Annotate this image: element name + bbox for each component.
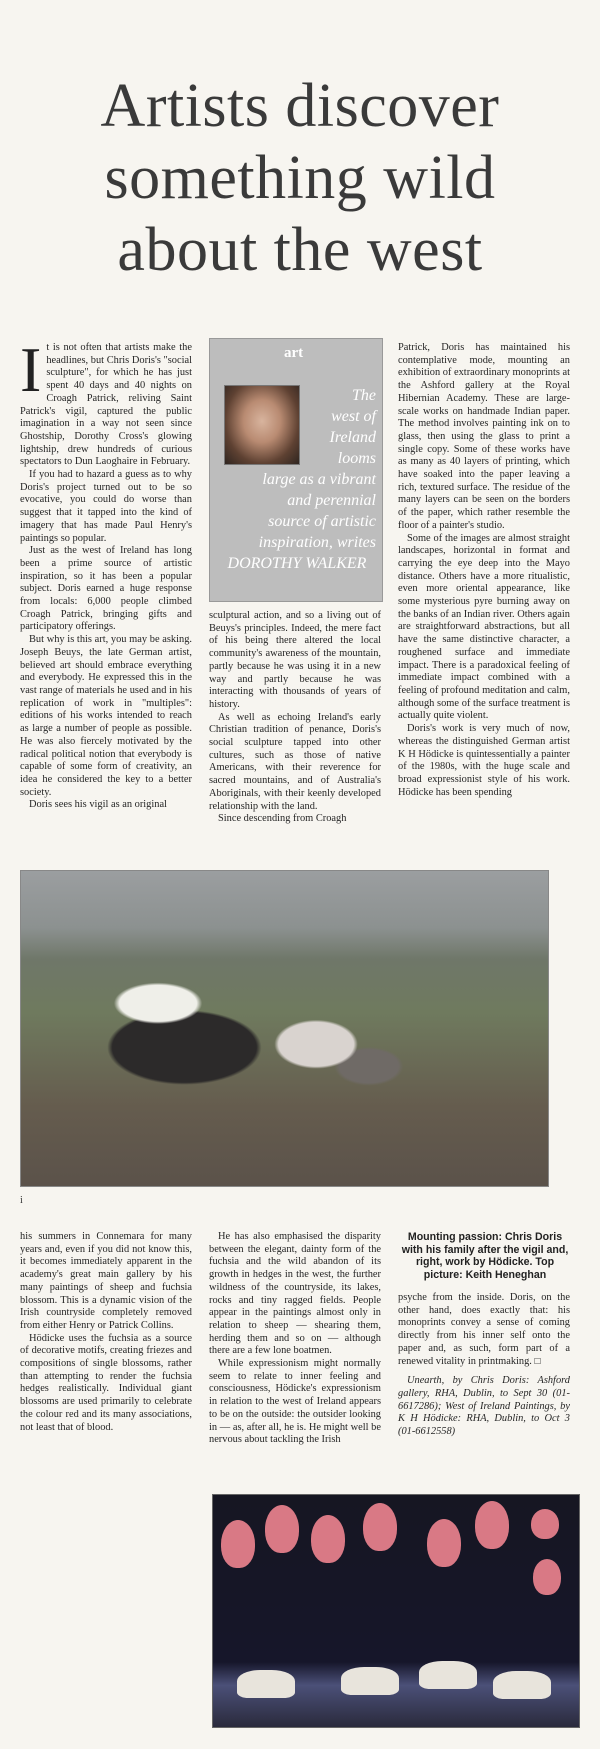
fuchsia-blossom: [221, 1520, 255, 1568]
fuchsia-blossom: [427, 1519, 461, 1567]
article-paragraph: Just as the west of Ireland has long been a prime source of artistic inspiration, so it has been a popular subject. Doris earned a huge response from locals: 6,000 people climbed Croagh Patrick, bringing gifts and participatory offerings.: [20, 545, 192, 633]
article-column-3: [398, 342, 570, 857]
article-paragraph: If you had to hazard a guess as to why Doris's project turned out to be so evocative, you could do worse than suggest that it tapped into the kind of imagery that has made Paul Henry's paintings so popular.: [20, 469, 192, 544]
article-paragraph: As well as echoing Ireland's early Christian tradition of penance, Doris's social sculpture tapped into other cultures, such as those of native Americans, with their reverence for sacred mountains, and of Australia's Aboriginals, with their keenly developed relationship with the land.: [209, 711, 381, 812]
headline-line-1: Artists discover: [100, 72, 500, 140]
article-paragraph: Doris's work is very much of now, whereas the distinguished German artist K H Hödicke is quintessentially a painter of the 1980s, with the huge scale and broad expressionist style of his work. Hödicke has been spending: [398, 723, 570, 798]
article-column-6: [398, 1292, 570, 1492]
headline-line-2: something wild: [104, 144, 496, 212]
fuchsia-blossom: [311, 1515, 345, 1563]
byline: DOROTHY WALKER: [227, 555, 367, 572]
fuchsia-blossom: [475, 1501, 509, 1549]
headline-line-3: about the west: [117, 216, 483, 284]
sheep-skull: [493, 1671, 551, 1699]
article-paragraph: But why is this art, you may be asking. Joseph Beuys, the late German artist, believed art should embrace everything and everybody. He expressed this in the vast range of materials he used and in his replication of work in "multiples": editions of his works intended to reach as large a number of people as possible. He was also fiercely motivated by the radical political notion that everybody is capable of some form of creativity, an idea he considered the key to a better society.: [20, 634, 192, 798]
standfirst-line: inspiration, writes: [258, 534, 376, 551]
article-column-5: [209, 1231, 381, 1471]
article-paragraph: his summers in Connemara for many years and, even if you did not know this, it becomes immediately apparent in the academy's great main gallery by his many paintings of sheep and fuchsia blossom. This is a dynamic vision of the Irish countryside completely removed from either Henry or Patrick Collins.: [20, 1231, 192, 1331]
photo-caption: Mounting passion: Chris Doris with his family after the vigil and, right, work by Hödicke. Top picture: Keith Heneghan: [401, 1231, 569, 1282]
standfirst-line: Ireland: [329, 429, 376, 446]
standfirst-line: source of artistic: [268, 513, 376, 530]
article-paragraph: Some of the images are almost straight landscapes, horizontal in format and carrying the eye deep into the Mayo distance. Others have a more ritualistic, even more oriental appearance, like some mysterious pyre burning away on the banks of an Indian river. Others again are straightforward abstractions, but all have the same distinctive character, a roughened surface and immediate impact. There is a paradoxical feeling of immediate impact combined with a feeling of profound meditation and calm, although some of the surface treatment is actually quite violent.: [398, 532, 570, 722]
standfirst-line: large as a vibrant: [262, 471, 376, 488]
fuchsia-blossom: [363, 1503, 397, 1551]
article-paragraph: Doris sees his vigil as an original: [29, 799, 167, 811]
article-column-2: [209, 610, 381, 858]
standfirst-line: west of: [331, 408, 376, 425]
article-paragraph-text: t is not often that artists make the headlines, but Chris Doris's "social sculpture", for which he has just spent 40 days and 40 nights on Croagh Patrick, reliving Saint Patrick's vigil, captured the public imagination in a way not seen since Ghostship, Dorothy Cross's glowing lightship, drew hundreds of curious spectators to Dun Laoghaire in February.: [20, 342, 192, 468]
family-photo: [20, 870, 549, 1187]
hodicke-painting: [212, 1494, 580, 1728]
article-paragraph: sculptural action, and so a living out of Beuys's principles. Indeed, the mere fact of his being there altered the local community's awareness of the mountain, partly because he was using it in a new way and partly because he was interacting with thousands of years of history.: [209, 610, 381, 710]
standfirst-line: looms: [337, 450, 376, 467]
article-paragraph: [398, 1292, 570, 1368]
section-tag: art: [284, 345, 304, 361]
article-paragraph: [20, 334, 192, 469]
standfirst-line: and perennial: [287, 492, 376, 509]
article-paragraph: Since descending from Croagh: [218, 813, 347, 825]
headline: [20, 70, 580, 286]
article-paragraph: Hödicke uses the fuchsia as a source of decorative motifs, creating friezes and compositions of single blossoms, rather than attempting to render the fuchsia hedges realistically. Individual giant blossoms are used primarily to celebrate the colour red and its many associations, not least that of blood.: [20, 1332, 192, 1433]
sheep-skull: [419, 1661, 477, 1689]
article-paragraph: While expressionism might normally seem to relate to inner feeling and consciousness, Hödicke's expressionism in relation to the west of Ireland appears to be on the outside: the outsider looking in — as, after all, he is. He might well be nervous about tackling the Irish: [209, 1358, 381, 1446]
article-paragraph-text: psyche from the inside. Doris, on the other hand, does exactly that: his monoprints convey a sense of coming directly from his inner self onto the paper and, as such, form part of a renewed vitality in printmaking.: [398, 1292, 570, 1367]
standfirst-panel: [209, 338, 383, 602]
drop-cap: I: [20, 334, 42, 405]
fuchsia-blossom: [531, 1509, 559, 1539]
standfirst-line: The: [352, 387, 376, 404]
margin-mark: i: [20, 1195, 23, 1206]
fuchsia-blossom: [265, 1505, 299, 1553]
article-paragraph: He has also emphasised the disparity between the elegant, dainty form of the fuchsia and the wild abandon of its growth in hedges in the west, the further wildness of the countryside, its lakes, rocks and tiny ragged fields. People appear in the paintings almost only in relation to sheep — shearing them, herding them and so on — although there are a few lone boatmen.: [209, 1231, 381, 1357]
article-paragraph: Patrick, Doris has maintained his contemplative mode, mounting an exhibition of extraordinary monoprints at the Ashford gallery at the Royal Hibernian Academy. These are large-scale works on handmade Indian paper. The method involves painting ink on to glass, then using the glass to print a single copy. Some of these works have as many as 40 layers of printing, which have soaked into the paper leaving a rich, textured surface. The residue of the many layers can be seen on the borders of the paper, which rather resemble the floor of a painter's studio.: [398, 342, 570, 531]
end-mark: □: [534, 1355, 541, 1367]
article-column-1: [20, 334, 192, 857]
sheep-skull: [237, 1670, 295, 1698]
standfirst: [218, 385, 376, 574]
exhibition-credits: Unearth, by Chris Doris: Ashford gallery, RHA, Dublin, to Sept 30 (01-6617286); West of Ireland Paintings, by K H Hödicke: RHA, Dublin, to Oct 3 (01-6612558): [398, 1375, 570, 1438]
sheep-skull: [341, 1667, 399, 1695]
fuchsia-blossom: [533, 1559, 561, 1595]
article-column-4: [20, 1231, 192, 1471]
